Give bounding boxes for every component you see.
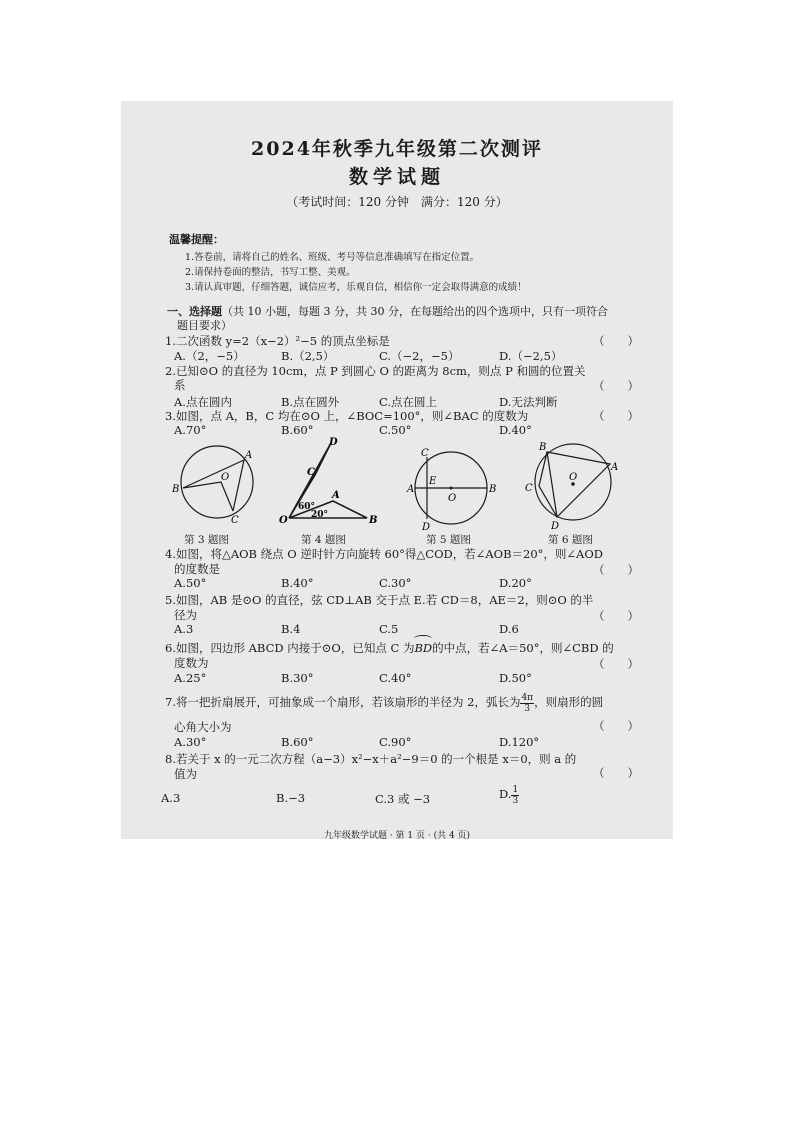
question-7-part1: 7.将一把折扇展开，可抽象成一个扇形，若该扇形的半径为 2，弧长为 [165, 695, 521, 709]
option-a: A.（2，−5） [174, 349, 245, 363]
option-b: B.60° [281, 423, 314, 437]
figure-3-caption: 第 3 题图 [184, 534, 229, 546]
option-a: A.3 [174, 622, 194, 636]
option-a: A.70° [174, 423, 207, 437]
fig6-label-o: O [569, 472, 578, 483]
question-6-part1: 6.如图，四边形 ABCD 内接于⊙O，已知点 C 为 [165, 641, 415, 655]
fraction-denominator: 3 [524, 703, 531, 714]
question-7-line2: 心角大小为 [174, 720, 232, 734]
section-title: 一、选择题 [167, 305, 222, 318]
option-a: A.30° [174, 735, 207, 749]
figure-4 [279, 435, 384, 530]
answer-blank: （ ） [593, 379, 639, 393]
fraction [520, 693, 534, 714]
option-b: B.（2,5） [281, 349, 335, 363]
option-c: C.90° [379, 735, 412, 749]
fig5-label-d: D [422, 522, 431, 533]
arc-label: BD [414, 641, 433, 655]
figure-4-caption: 第 4 题图 [301, 534, 346, 546]
fig4-label-o: O [279, 515, 288, 526]
option-d: D.50° [499, 671, 532, 685]
arc-mark-icon [414, 635, 432, 642]
answer-blank: （ ） [593, 609, 639, 623]
figure-5 [403, 444, 495, 534]
option-b: B.点在圆外 [281, 395, 340, 409]
question-4: 4.如图，将△AOB 绕点 O 逆时针方向旋转 60°得△COD，若∠AOB＝20°，则∠AOD [165, 547, 604, 561]
option-c: C.3 或 −3 [375, 792, 431, 806]
question-7 [165, 691, 603, 714]
question-8-line2: 值为 [174, 767, 197, 781]
option-c: C.30° [379, 576, 412, 590]
question-1: 1.二次函数 y=2（x−2）²−5 的顶点坐标是 [165, 334, 390, 348]
fig6-label-c: C [525, 483, 533, 494]
option-b: B.−3 [276, 791, 306, 805]
figure-5-caption: 第 5 题图 [426, 534, 471, 546]
section-heading [167, 303, 608, 319]
option-b: B.4 [281, 622, 301, 636]
answer-blank: （ ） [593, 719, 639, 733]
option-d [499, 783, 519, 806]
exam-subject: 数学试题 [348, 166, 445, 188]
fraction-numerator: 4π [521, 692, 534, 703]
fig5-label-c: C [421, 448, 429, 459]
fig5-label-o: O [448, 493, 457, 504]
fig4-label-a: A [332, 490, 340, 501]
question-3: 3.如图，点 A，B，C 均在⊙O 上，∠BOC=100°，则∠BAC 的度数为 [165, 409, 529, 423]
option-d: D.（−2,5） [499, 349, 563, 363]
option-d: D.40° [499, 423, 532, 437]
fig5-label-e: E [429, 476, 437, 487]
option-d: D.无法判断 [499, 395, 558, 409]
fraction-numerator: 1 [512, 784, 519, 795]
option-c: C.50° [379, 423, 412, 437]
question-2-line2: 系 [174, 378, 186, 392]
exam-title: 2024年秋季九年级第二次测评 [251, 138, 543, 160]
fig4-label-d: D [329, 437, 338, 448]
tips-heading: 温馨提醒： [169, 233, 224, 246]
figure-3 [169, 438, 259, 530]
fig3-label-c: C [231, 515, 239, 526]
question-6 [165, 640, 614, 656]
option-c: C.点在圆上 [379, 395, 438, 409]
fraction [511, 785, 519, 806]
question-8: 8.若关于 x 的一元二次方程（a−3）x²−x＋a²−9＝0 的一个根是 x＝0，则 a 的 [165, 752, 577, 766]
fig6-label-b: B [539, 442, 547, 453]
question-6-part2: 的中点，若∠A＝50°，则∠CBD 的 [432, 641, 614, 655]
option-c: C.40° [379, 671, 412, 685]
arc-bd [414, 641, 432, 655]
fig6-label-a: A [611, 462, 619, 473]
fraction-denominator: 3 [512, 795, 519, 806]
section-desc-2: 题目要求） [177, 319, 232, 332]
page-footer: 九年级数学试题 · 第 1 页 · (共 4 页) [323, 831, 471, 841]
figure-6-caption: 第 6 题图 [548, 534, 593, 546]
exam-info: （考试时间：120 分钟 满分：120 分） [286, 195, 508, 209]
option-b: B.60° [281, 735, 314, 749]
fig3-label-o: O [221, 472, 230, 483]
fig5-label-b: B [489, 484, 497, 495]
question-7-part2: ，则扇形的圆 [534, 695, 604, 709]
tip-item: 2.请保持卷面的整洁，书写工整、美观。 [185, 267, 356, 278]
option-c: C.（−2，−5） [379, 349, 460, 363]
answer-blank: （ ） [593, 334, 639, 348]
tip-item: 3.请认真审题，仔细答题，诚信应考，乐观自信，相信你一定会取得满意的成绩！ [185, 282, 527, 293]
option-d-label: D. [499, 787, 512, 801]
option-b: B.30° [281, 671, 314, 685]
fig3-label-b: B [172, 484, 180, 495]
fig3-label-a: A [245, 450, 253, 461]
figure-6 [525, 438, 623, 530]
answer-blank: （ ） [593, 409, 639, 423]
option-d: D.120° [499, 735, 540, 749]
fig6-label-d: D [551, 521, 560, 532]
fig4-label-b: B [369, 515, 378, 526]
answer-blank: （ ） [593, 766, 639, 780]
section-desc: （共 10 小题，每题 3 分，共 30 分，在每题给出的四个选项中，只有一项符合 [222, 305, 608, 318]
option-a: A.点在圆内 [174, 395, 232, 409]
option-a: A.3 [161, 791, 181, 805]
fig4-angle-60: 60° [298, 502, 316, 512]
question-6-line2: 度数为 [174, 656, 209, 670]
answer-blank: （ ） [593, 563, 639, 577]
fig5-label-a: A [407, 484, 415, 495]
option-d: D.6 [499, 622, 519, 636]
answer-blank: （ ） [593, 657, 639, 671]
option-b: B.40° [281, 576, 314, 590]
option-c: C.5 [379, 622, 399, 636]
tip-item: 1.答卷前，请将自己的姓名、班级、考号等信息准确填写在指定位置。 [185, 252, 480, 263]
question-5-line2: 径为 [174, 608, 197, 622]
question-4-line2: 的度数是 [174, 562, 220, 576]
option-a: A.25° [174, 671, 207, 685]
question-2: 2.已知⊙O 的直径为 10cm，点 P 到圆心 O 的距离为 8cm，则点 P 和圆的位置关 [165, 364, 586, 378]
option-d: D.20° [499, 576, 532, 590]
fig4-angle-20: 20° [311, 510, 329, 520]
fig4-label-c: C [307, 467, 315, 478]
option-a: A.50° [174, 576, 207, 590]
exam-paper-photo [121, 101, 673, 839]
question-5: 5.如图，AB 是⊙O 的直径，弦 CD⊥AB 交于点 E.若 CD＝8，AE＝2，则⊙O 的半 [165, 593, 594, 607]
